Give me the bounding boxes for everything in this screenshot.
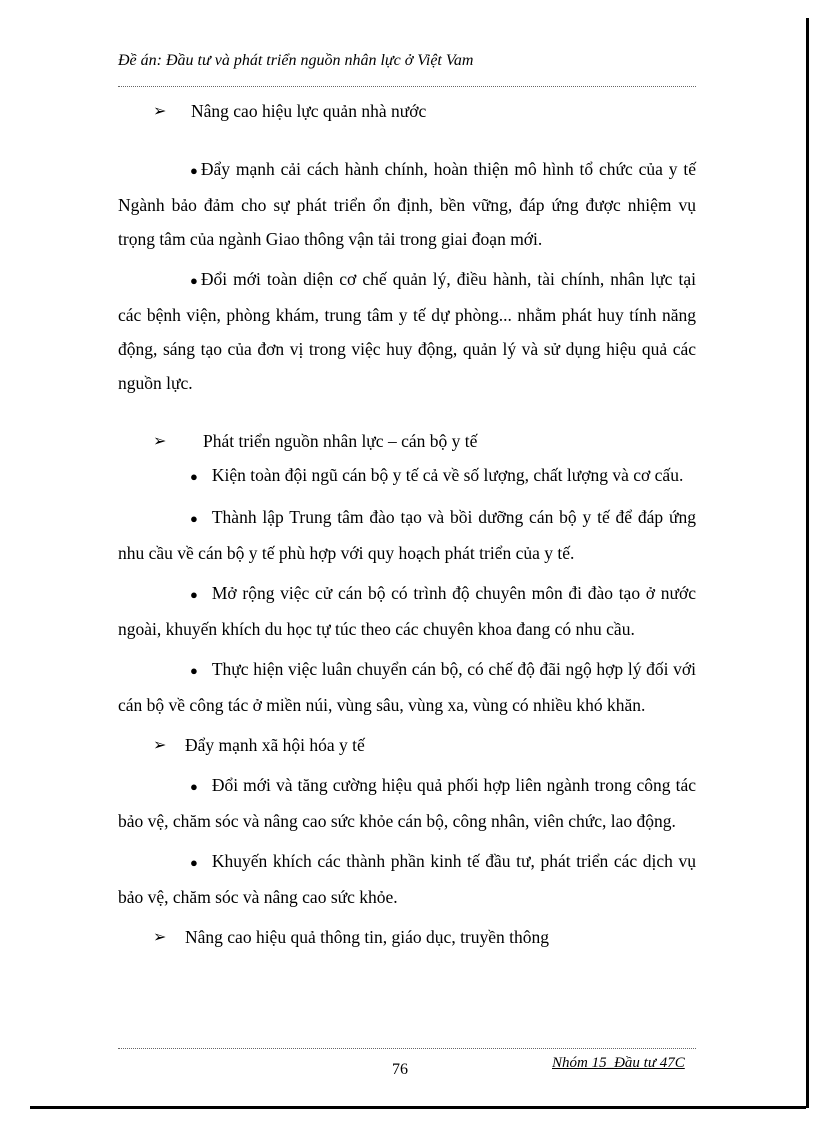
round-bullet-icon: ● (190, 663, 198, 678)
document-header: Đề án: Đầu tư và phát triển nguồn nhân lực ở Việt Vam (118, 52, 474, 69)
footer-group-label: Nhóm 15_Đầu tư 47C (552, 1055, 685, 1071)
round-bullet-icon: ● (190, 779, 198, 794)
heading-text: Đẩy mạnh xã hội hóa y tế (185, 735, 365, 755)
arrow-bullet-icon: ➢ (153, 735, 167, 754)
arrow-bullet-icon: ➢ (153, 101, 167, 120)
round-bullet-icon: ● (190, 587, 198, 602)
section-heading (118, 920, 696, 954)
section-heading (118, 728, 696, 762)
arrow-bullet-icon: ➢ (153, 927, 167, 946)
section-heading (118, 94, 696, 128)
paragraph: ● Đẩy mạnh cải cách hành chính, hoàn thiện mô hình tổ chức của y tế Ngành bảo đảm cho sự phát triển ổn định, bền vững, đáp ứng được nhiệm vụ trọng tâm của ngành Giao thông vận tải trong giai đoạn mới. (118, 152, 696, 256)
page-content (118, 94, 696, 954)
round-bullet-icon: ● (190, 273, 198, 288)
list-item: ● Khuyến khích các thành phần kinh tế đầu tư, phát triển các dịch vụ bảo vệ, chăm sóc và nâng cao sức khỏe. (118, 844, 696, 914)
section-heading (118, 424, 696, 458)
round-bullet-icon: ● (190, 855, 198, 870)
heading-text: Nâng cao hiệu quả thông tin, giáo dục, truyền thông (185, 927, 550, 947)
list-item: ● Thành lập Trung tâm đào tạo và bồi dưỡng cán bộ y tế để đáp ứng nhu cầu về cán bộ y tế phù hợp với quy hoạch phát triển của y tế. (118, 500, 696, 570)
list-item: ● Đổi mới và tăng cường hiệu quả phối hợp liên ngành trong công tác bảo vệ, chăm sóc và nâng cao sức khỏe cán bộ, công nhân, viên chức, lao động. (118, 768, 696, 838)
page-border-right (806, 18, 809, 1108)
footer-divider (118, 1048, 696, 1049)
page-border-bottom (30, 1106, 806, 1109)
list-item: ● Kiện toàn đội ngũ cán bộ y tế cả về số lượng, chất lượng và cơ cấu. (118, 458, 696, 494)
round-bullet-icon: ● (190, 163, 198, 178)
round-bullet-icon: ● (190, 469, 198, 484)
heading-text: Phát triển nguồn nhân lực – cán bộ y tế (203, 431, 478, 451)
page-number: 76 (392, 1061, 408, 1078)
paragraph: ● Đổi mới toàn diện cơ chế quản lý, điều hành, tài chính, nhân lực tại các bệnh viện, phòng khám, trung tâm y tế dự phòng... nhằm phát huy tính năng động, sáng tạo của đơn vị trong việc huy động, quản lý và sử dụng hiệu quả các nguồn lực. (118, 262, 696, 400)
heading-text: Nâng cao hiệu lực quản nhà nước (191, 101, 427, 121)
list-item: ● Mở rộng việc cử cán bộ có trình độ chuyên môn đi đào tạo ở nước ngoài, khuyến khích du học tự túc theo các chuyên khoa đang có nhu cầu. (118, 576, 696, 646)
header-divider (118, 86, 696, 87)
arrow-bullet-icon: ➢ (153, 431, 167, 450)
round-bullet-icon: ● (190, 511, 198, 526)
list-item: ● Thực hiện việc luân chuyển cán bộ, có chế độ đãi ngộ hợp lý đối với cán bộ về công tác ở miền núi, vùng sâu, vùng xa, vùng có nhiều khó khăn. (118, 652, 696, 722)
